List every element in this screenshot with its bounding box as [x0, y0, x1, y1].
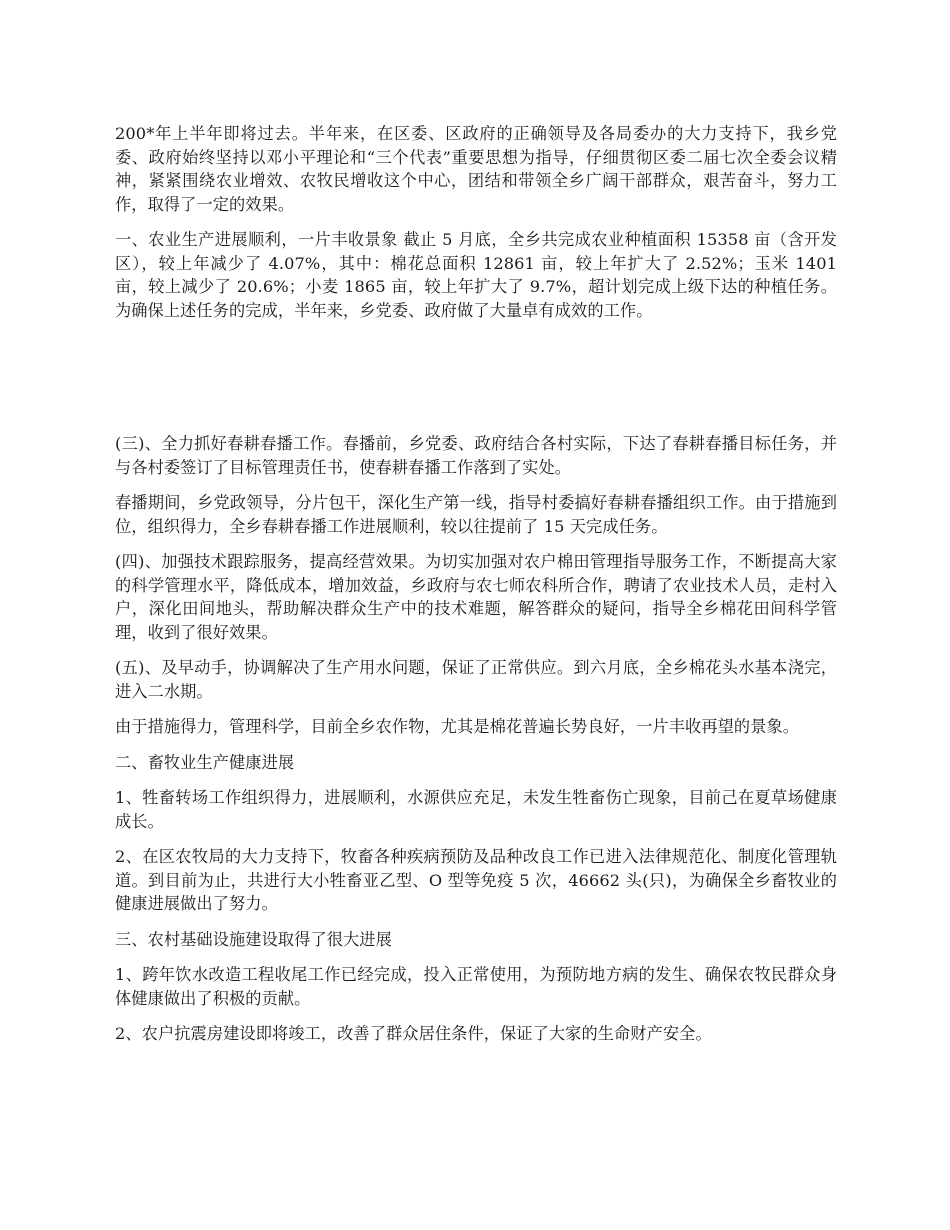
paragraph-spring-ploughing: (三)、全力抓好春耕春播工作。春播前，乡党委、政府结合各村实际，下达了春耕春播目标任务，并与各村委签订了目标管理责任书，使春耕春播工作落到了实处。 [115, 434, 837, 477]
document-page [115, 122, 837, 1058]
blank-gap [115, 334, 837, 432]
section-heading-livestock: 二、畜牧业生产健康进展 [115, 752, 295, 772]
paragraph-spring-sowing-period: 春播期间，乡党政领导，分片包干，深化生产第一线，指导村委搞好春耕春播组织工作。由于措施到位，组织得力，全乡春耕春播工作进展顺利，较以往提前了 15 天完成任务。 [115, 493, 837, 536]
paragraph-intro: 200*年上半年即将过去。半年来，在区委、区政府的正确领导及各局委办的大力支持下，我乡党委、政府始终坚持以邓小平理论和“三个代表”重要思想为指导，仔细贯彻区委二届七次全委会议精神，紧紧围绕农业增效、农牧民增收这个中心，团结和带领全乡广阔干部群众，艰苦奋斗，努力工作，取得了一定的效果。 [115, 124, 837, 214]
paragraph-livestock-transfer: 1、牲畜转场工作组织得力，进展顺利，水源供应充足，未发生牲畜伤亡现象，目前己在夏草场健康成长。 [115, 788, 837, 831]
paragraph-earthquake-housing: 2、农户抗震房建设即将竣工，改善了群众居住条件，保证了大家的生命财产安全。 [115, 1024, 712, 1043]
paragraph-technical-service: (四)、加强技术跟踪服务，提高经营效果。为切实加强对农户棉田管理指导服务工作，不断提高大家的科学管理水平，降低成本，增加效益，乡政府与农七师农科所合作，聘请了农业技术人员，走村入户，深化田间地头，帮助解决群众生产中的技术难题，解答群众的疑问，指导全乡棉花田间科学管理，收到了很好效果。 [115, 552, 837, 642]
paragraph-drinking-water-project: 1、跨年饮水改造工程收尾工作已经完成，投入正常使用，为预防地方病的发生、确保农牧民群众身体健康做出了积极的贡献。 [115, 965, 837, 1008]
paragraph-livestock-disease-prevention: 2、在区农牧局的大力支持下，牧畜各种疾病预防及品种改良工作已进入法律规范化、制度化管理轨道。到目前为止，共进行大小牲畜亚乙型、O 型等免疫 5 次，46662 头(只)，为确保全乡畜牧业的健康进展做出了努力。 [115, 847, 837, 913]
paragraph-crop-condition: 由于措施得力，管理科学，目前全乡农作物，尤其是棉花普遍长势良好，一片丰收再望的景象。 [115, 717, 800, 736]
section-heading-infrastructure: 三、农村基础设施建设取得了很大进展 [115, 929, 392, 949]
paragraph-water-supply: (五)、及早动手，协调解决了生产用水问题，保证了正常供应。到六月底，全乡棉花头水基本浇完，进入二水期。 [115, 658, 837, 701]
paragraph-agriculture-progress: 一、农业生产进展顺利，一片丰收景象 截止 5 月底，全乡共完成农业种植面积 15358 亩（含开发区），较上年减少了 4.07%，其中：棉花总面积 12861 亩，较上年扩大了 2.52%；玉米 1401 亩，较上减少了 20.6%；小麦 1865 亩，较上年扩大了 9.7%，超计划完成上级下达的种植任务。 为确保上述任务的完成，半年来，乡党委、政府做了大量卓有成效的工作。 [115, 230, 837, 320]
